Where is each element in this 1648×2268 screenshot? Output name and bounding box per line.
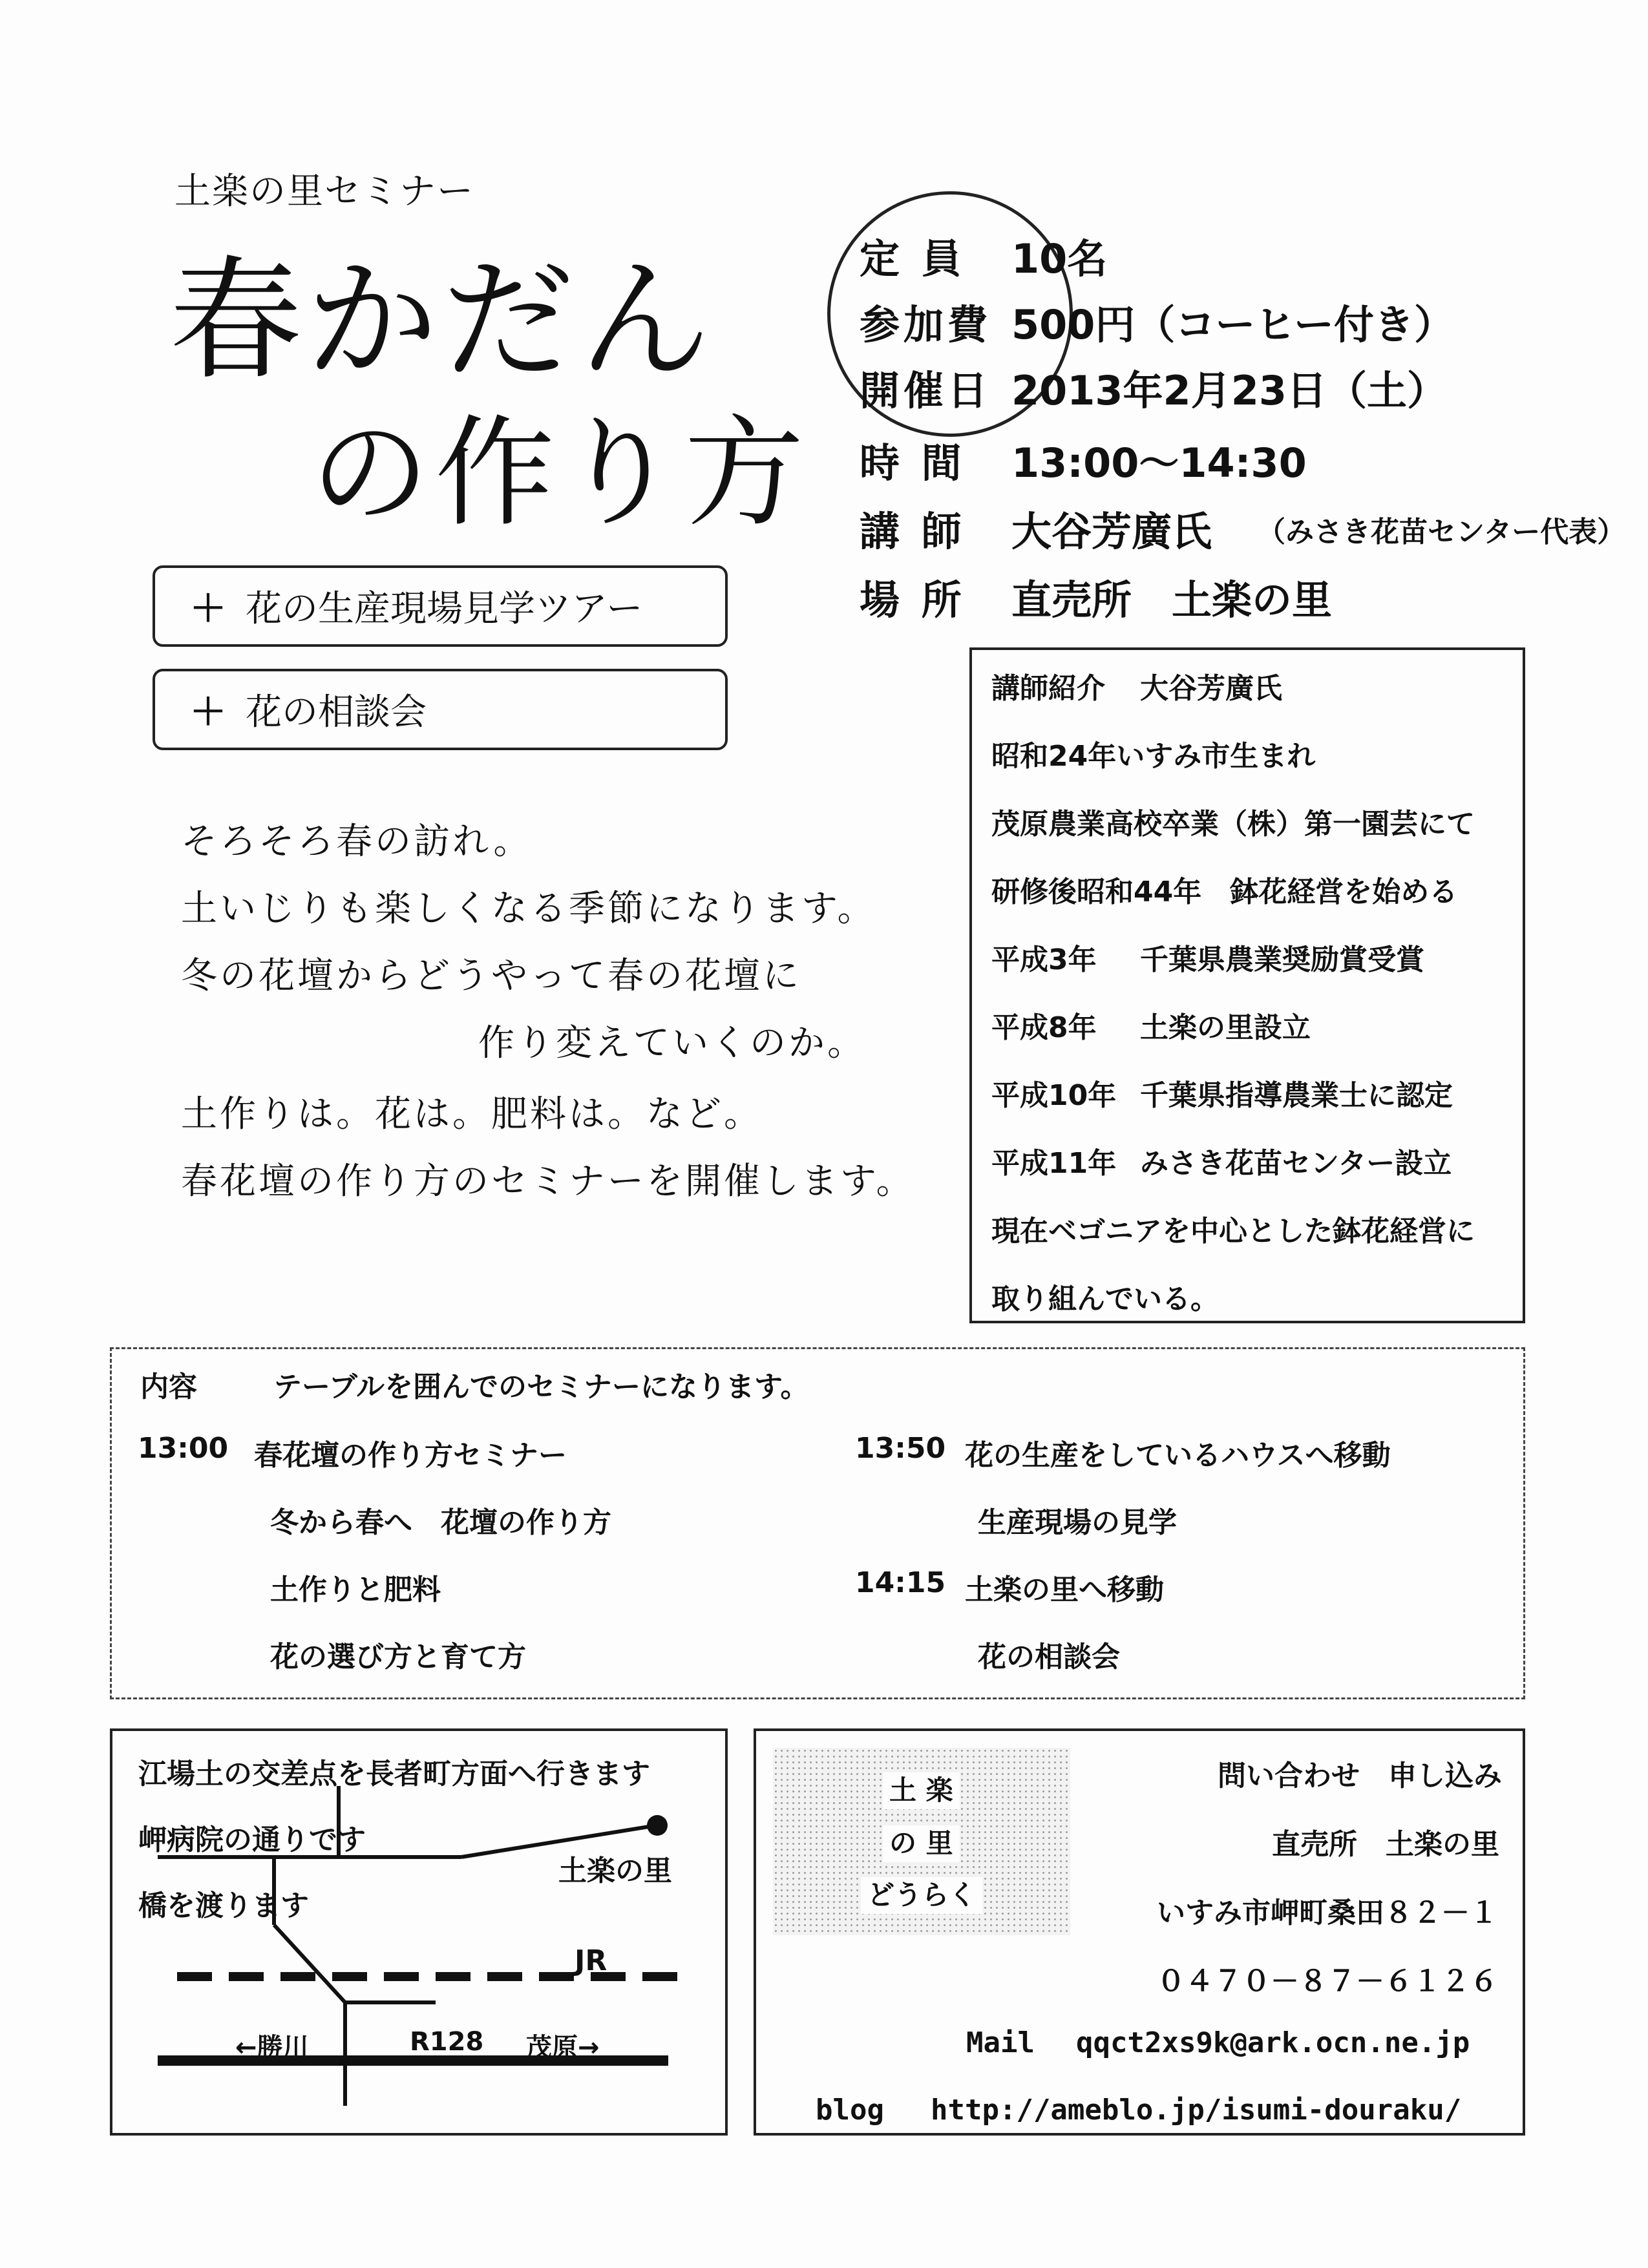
contact-phone: ０４７０－８７－６１２６	[1157, 1965, 1498, 1998]
info-fee	[860, 301, 1454, 348]
info-note: （みさき花苗センター代表）	[1257, 516, 1626, 549]
schedule-time: 13:00	[138, 1432, 229, 1465]
contact-heading: 問い合わせ 申し込み	[1218, 1759, 1502, 1792]
schedule-time: 14:15	[855, 1566, 946, 1599]
info-label: 講 師	[860, 508, 966, 555]
extra-tour-label: 花の生産現場見学ツアー	[246, 588, 643, 630]
map-rail-label: JR	[575, 1944, 607, 1977]
lecturer-bio-box	[969, 647, 1525, 1323]
bio-line: 平成8年 土楽の里設立	[991, 1011, 1311, 1044]
info-time	[860, 439, 1307, 487]
bio-heading-label: 講師紹介	[991, 672, 1105, 705]
bio-heading-name: 大谷芳廣氏	[1140, 672, 1282, 705]
schedule-item: 生産現場の見学	[978, 1506, 1177, 1539]
bio-line: 平成11年 みさき花苗センター設立	[991, 1147, 1452, 1180]
info-venue	[860, 576, 1333, 624]
shop-logo	[773, 1748, 1070, 1935]
schedule-item: 春花壇の作り方セミナー	[254, 1439, 567, 1472]
info-lecturer	[860, 508, 1626, 555]
access-map-box	[110, 1728, 728, 2136]
intro-line: 作り変えていくのか。	[478, 1022, 866, 1064]
access-line: 江場土の交差点を長者町方面へ行きます	[138, 1758, 650, 1790]
intro-line: 土いじりも楽しくなる季節になります。	[181, 888, 876, 930]
map-east-label: 茂原→	[526, 2033, 600, 2063]
info-value: 10名	[1011, 235, 1108, 282]
schedule-item: 花の選び方と育て方	[270, 1641, 526, 1674]
contact-address: いすみ市岬町桑田８２－１	[1157, 1896, 1498, 1929]
access-line: 橋を渡ります	[138, 1889, 309, 1922]
page-title-line1: 春かだん	[169, 244, 715, 398]
info-date	[860, 367, 1447, 414]
info-value: 直売所 土楽の里	[1011, 576, 1333, 624]
map-destination-label: 土楽の里	[558, 1854, 672, 1887]
info-value: 13:00～14:30	[1011, 439, 1307, 487]
contact-mail-label: Mail	[966, 2026, 1035, 2059]
schedule-item: 冬から春へ 花壇の作り方	[270, 1506, 611, 1539]
info-label: 定 員	[860, 235, 966, 282]
intro-line: 土作りは。花は。肥料は。など。	[181, 1093, 763, 1135]
bio-line: 昭和24年いすみ市生まれ	[991, 740, 1316, 773]
bio-line: 現在ベゴニアを中心とした鉢花経営に	[991, 1215, 1475, 1248]
map-road-label: R128	[410, 2027, 484, 2057]
schedule-content-label: 内容	[140, 1370, 197, 1403]
extra-consultation-box	[153, 669, 728, 750]
seminar-series-label: 土楽の里セミナー	[174, 171, 474, 213]
contact-blog-label: blog	[816, 2094, 884, 2126]
schedule-content-text: テーブルを囲んでのセミナーになります。	[273, 1370, 809, 1403]
contact-shop: 直売所 土楽の里	[1272, 1828, 1499, 1861]
contact-blog-link[interactable]: http://ameblo.jp/isumi-douraku/	[931, 2094, 1462, 2126]
contact-mail-link[interactable]: qqct2xs9k@ark.ocn.ne.jp	[1076, 2026, 1470, 2059]
access-line: 岬病院の通りです	[138, 1823, 366, 1856]
schedule-item: 土楽の里へ移動	[965, 1573, 1164, 1606]
intro-line: そろそろ春の訪れ。	[181, 821, 533, 863]
info-label: 参加費	[860, 301, 992, 348]
info-label: 時 間	[860, 439, 966, 487]
schedule-time: 13:50	[855, 1432, 946, 1465]
schedule-item: 花の相談会	[978, 1641, 1120, 1674]
logo-text: 土 楽	[883, 1772, 960, 1809]
bio-line: 茂原農業高校卒業（株）第一園芸にて	[991, 808, 1475, 841]
logo-text: どうらく	[861, 1877, 982, 1914]
extra-consultation-label: 花の相談会	[246, 691, 427, 733]
bio-heading	[991, 669, 1523, 737]
info-label: 開催日	[860, 367, 992, 414]
info-value: 2013年2月23日（土）	[1011, 367, 1447, 414]
bio-line: 平成3年 千葉県農業奨励賞受賞	[991, 943, 1424, 976]
map-west-label: ←勝川	[235, 2033, 309, 2063]
logo-text: の 里	[883, 1825, 960, 1862]
destination-marker	[647, 1815, 668, 1836]
road-line	[274, 1925, 345, 2002]
schedule-item: 花の生産をしているハウスへ移動	[965, 1439, 1391, 1472]
plus-icon: ＋	[190, 588, 226, 630]
bio-line: 平成10年 千葉県指導農業士に認定	[991, 1079, 1453, 1112]
schedule-box	[110, 1347, 1525, 1699]
info-value: 500円（コーヒー付き）	[1011, 301, 1454, 348]
intro-line: 春花壇の作り方のセミナーを開催します。	[181, 1160, 915, 1202]
bio-line: 取り組んでいる。	[991, 1283, 1219, 1316]
page-title-line2: の作り方	[310, 403, 809, 543]
extra-tour-box	[153, 565, 728, 647]
info-label: 場 所	[860, 576, 966, 624]
intro-line: 冬の花壇からどうやって春の花壇に	[181, 955, 801, 997]
info-value: 大谷芳廣氏	[1011, 508, 1212, 555]
plus-icon: ＋	[190, 691, 226, 733]
schedule-item: 土作りと肥料	[270, 1573, 441, 1606]
bio-line: 研修後昭和44年 鉢花経営を始める	[991, 876, 1458, 908]
info-capacity	[860, 235, 1108, 282]
